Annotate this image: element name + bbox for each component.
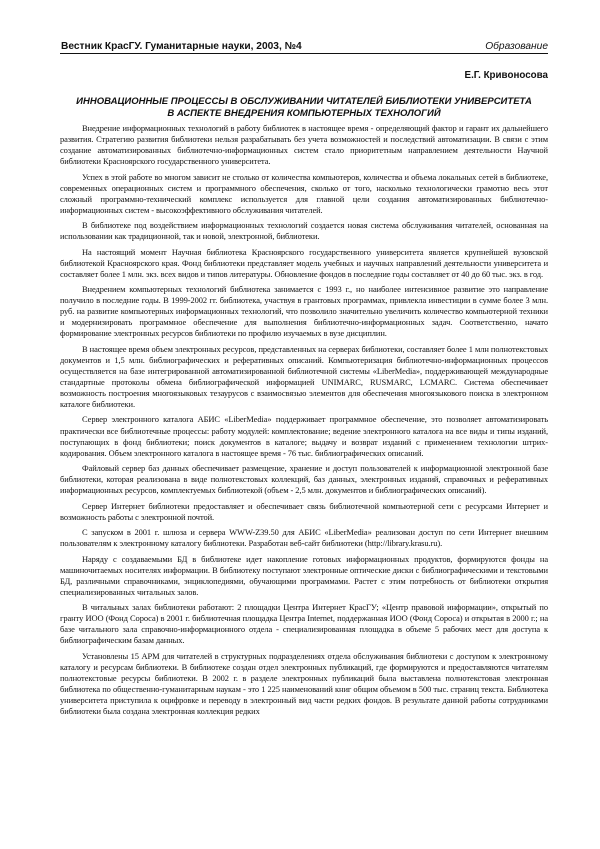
body-paragraph: Внедрением компьютерных технологий библиотека занимается с 1993 г., но наиболее интенсивное развитие это направление получило в последние годы. В 1999-2002 гг. библиотека, участвуя в грантовых программах, привлекла инвестиции в сумме более 3 млн. руб. на развитие компьютерных информационных технологий, что позволило значительно увеличить количество компьютерной техники и модернизировать программное обеспечение для выполнения библиотечно-информационных задач. Соответственно, начато формирование электронных ресурсов библиотеки по профилю изучаемых в вузе дисциплин. bbox=[60, 284, 548, 339]
body-paragraph: Файловый сервер баз данных обеспечивает размещение, хранение и доступ пользователей к информационной электронной базе библиотеки, которая реализована в виде полнотекстовых коллекций, баз данных, электронных изданий, справочных и реферативных информационных ресурсов, комплектуемых библиотекой (объем - 2,5 млн. документов и библиографических описаний). bbox=[60, 463, 548, 496]
body-paragraph: Сервер Интернет библиотеки предоставляет и обеспечивает связь библиотечной компьютерной сети с ресурсами Интернет и возможность работы с электронной почтой. bbox=[60, 500, 548, 522]
running-header bbox=[61, 36, 548, 52]
journal-name: Вестник КрасГУ. Гуманитарные науки, 2003, №4 bbox=[61, 41, 302, 52]
header-rule bbox=[60, 53, 548, 54]
body-paragraph: В библиотеке под воздействием информационных технологий создается новая система обслуживания читателей, основанная на использовании как традиционной, так и новой, электронной, библиотеки. bbox=[60, 220, 548, 242]
author-name: Е.Г. Кривоносова bbox=[464, 70, 548, 81]
body-paragraph: На настоящий момент Научная библиотека Красноярского государственного университета является крупнейшей вузовской библиотекой Красноярского края. Фонд библиотеки представляет модель учебных и научных направлений деятельности университета и составляет более 1 млн. экз. всех видов и типов литературы. Обновление фондов в последние годы составляет от 40 до 60 тыс. экз. в год. bbox=[60, 246, 548, 279]
title-line: ИННОВАЦИОННЫЕ ПРОЦЕССЫ В ОБСЛУЖИВАНИИ ЧИТАТЕЛЕЙ БИБЛИОТЕКИ УНИВЕРСИТЕТА bbox=[76, 96, 532, 107]
section-name: Образование bbox=[485, 41, 548, 52]
body-paragraph: В читальных залах библиотеки работают: 2 площадки Центра Интернет КрасГУ; «Центр правовой информации», открытый по гранту ИОО (Фонд Сороса) в 2001 г. библиотечная площадка Центра Internet, поддержанная ИОО (Фонд Сороса) и открытая в 2000 г.; на базе читального зала справочно-информационного отдела - специализированная площадка в объеме 5 рабочих мест для доступа к библиографическим базам данных. bbox=[60, 602, 548, 646]
body-paragraph: С запуском в 2001 г. шлюза и сервера WWW-Z39.50 для АБИС «LiberMedia» реализован доступ по сети Интернет внешним пользователям к электронному каталогу библиотеки. Разработан веб-сайт библиотеки (http://library.krasu.ru). bbox=[60, 527, 548, 549]
body-paragraph: Успех в этой работе во многом зависит не столько от количества компьютеров, количества и объема локальных сетей в библиотеке, современных операционных систем и программного обеспечения, сколько от того, насколько технологически грамотно весь этот сложный программно-технический комплекс используется для главной цели создания автоматизированных библиотечно-информационных систем - высокоэффективного обслуживания читателей. bbox=[60, 171, 548, 215]
article-title bbox=[60, 96, 548, 120]
body-paragraph: Сервер электронного каталога АБИС «LiberMedia» поддерживает программное обеспечение, это позволяет автоматизировать практически все библиотечные процессы: работу модулей: комплектование; ведение электронного каталога на все виды и типы изданий, поступающих в фонд библиотеки; поиск документов в каталоге; выдачу и возврат изданий с применением технологии штрих-кодирования. Объем электронного каталога в настоящее время - 76 тыс. библиографических описаний. bbox=[60, 414, 548, 458]
body-paragraph: Внедрение информационных технологий в работу библиотек в настоящее время - определяющий фактор и гарант их дальнейшего развития. Стратегию развития библиотеки нельзя разрабатывать без учета возможностей и последствий автоматизации. В связи с этим создание автоматизированных библиотечно-информационных систем стало приоритетным направлением деятельности Научной библиотеки Красноярского государственного университета. bbox=[60, 123, 548, 167]
body-paragraph: В настоящее время объем электронных ресурсов, представленных на серверах библиотеки, составляет более 1 млн полнотекстовых документов и 1,5 млн. библиографических и реферативных описаний. Компьютеризация библиотечно-информационных процессов осуществляется на базе интегрированной автоматизированной библиотечной системы «LiberMedia», поддерживающей международные стандартные протоколы обмена библиографической информацией UNIMARC, RUSMARC, LCMARC. Система обеспечивает возможность построения многоязыковых тезаурусов с взаимосвязью элементов для обеспечения многоязыкового поиска в электронном каталоге библиотеки. bbox=[60, 343, 548, 410]
article-body bbox=[60, 123, 548, 843]
body-paragraph: Установлены 15 АРМ для читателей в структурных подразделениях отдела обслуживания библиотеки с доступом к электронному каталогу и ресурсам библиотеки. В библиотеке создан отдел электронных публикаций, где формируются и предоставляются читателям полнотекстовые ресурсы библиотеки. В 2002 г. в разделе электронных публикаций была выставлена полнотекстовая электронная библиотека по общественно-гуманитарным наукам - это 1 225 наименований книг общим объемом в 500 тыс. страниц текста. Библиотека университета приступила к оцифровке и переводу в электронный вид части редких фондов. В результате данной работы сотрудниками библиотеки была создана электронная коллекция редких bbox=[60, 650, 548, 716]
title-line: В АСПЕКТЕ ВНЕДРЕНИЯ КОМПЬЮТЕРНЫХ ТЕХНОЛОГИЙ bbox=[167, 108, 441, 119]
body-paragraph: Наряду с создаваемыми БД в библиотеке идет накопление готовых информационных продуктов, формируются фонды на машиночитаемых носителях информации. В библиотеку поступают электронные оптические диски с библиографическими и текстовыми БД, различными справочниками, энциклопедиями, обучающими программами. Растет с этим потребность от библиотеки открытия специализированных читальных залов. bbox=[60, 553, 548, 597]
